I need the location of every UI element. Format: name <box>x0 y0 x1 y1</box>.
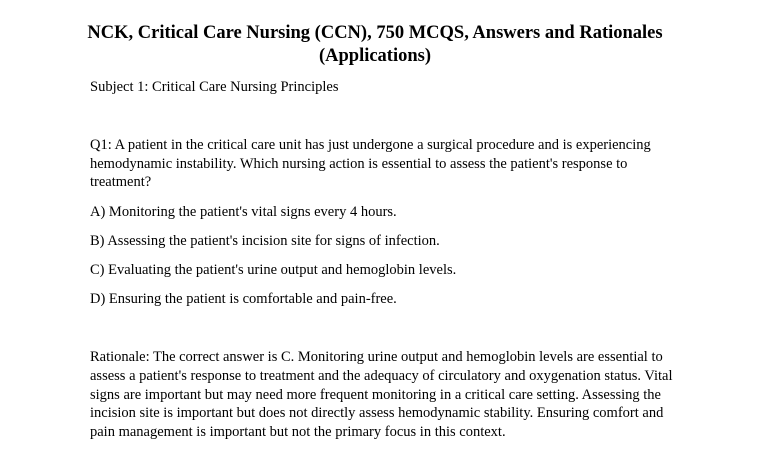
option-c: C) Evaluating the patient's urine output and hemoglobin levels. <box>90 262 457 278</box>
answer-options <box>90 203 456 319</box>
option-d: D) Ensuring the patient is comfortable and pain-free. <box>90 291 397 307</box>
question-text: Q1: A patient in the critical care unit has just undergone a surgical procedure and is experiencing hemodynamic instability. Which nursing action is essential to assess the patient's response to treatment? <box>90 137 651 190</box>
option-a: A) Monitoring the patient's vital signs every 4 hours. <box>90 204 397 220</box>
subject-heading: Subject 1: Critical Care Nursing Principles <box>90 79 339 95</box>
rationale-text: Rationale: The correct answer is C. Monitoring urine output and hemoglobin levels are essential to assess a patient's response to treatment and the adequacy of circulatory and oxygenation status. Vital signs are important but may need more frequent monitoring in a critical care setting. Assessing the incision site is important but does not directly assess hemodynamic stability. Ensuring comfort and pain management is important but not the primary focus in this context. <box>90 349 673 441</box>
document-title: NCK, Critical Care Nursing (CCN), 750 MCQS, Answers and Rationales (Applications) <box>87 23 663 66</box>
option-b: B) Assessing the patient's incision site for signs of infection. <box>90 233 440 249</box>
